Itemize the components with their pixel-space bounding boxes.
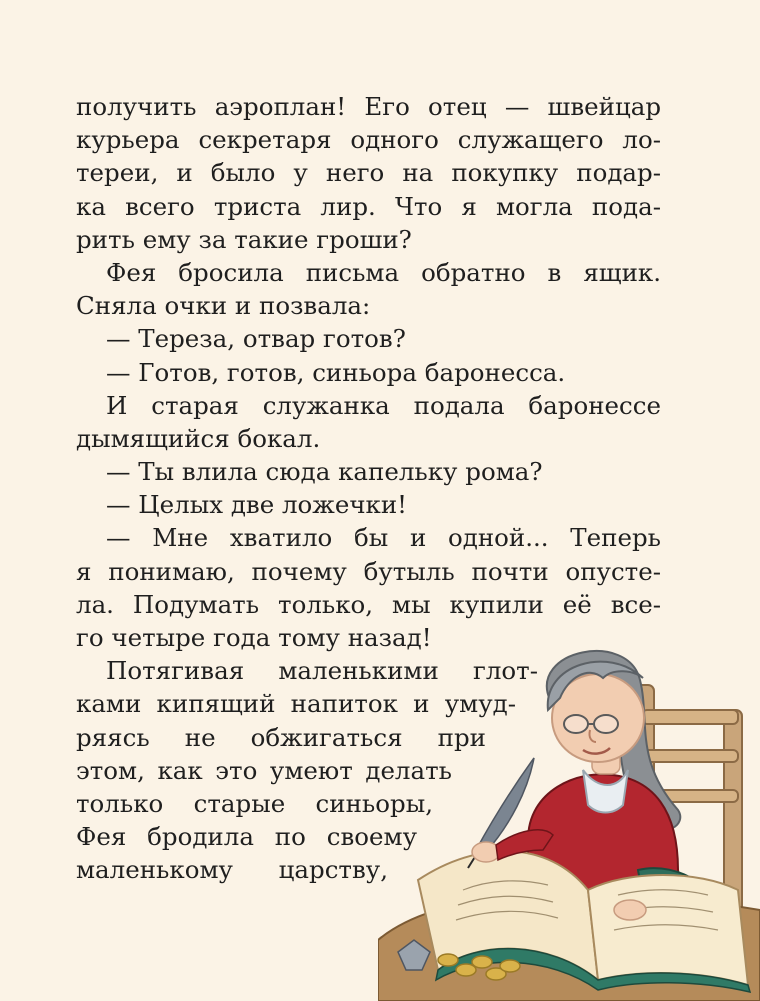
text-line: Сняла очки и позвала:: [76, 291, 371, 321]
text-line: я понимаю, почему бутыль почти опусте-: [76, 556, 661, 586]
text-line: ка всего триста лир. Что я могла пода-: [76, 191, 661, 221]
text-line: этом, как это умеют делать: [76, 755, 452, 785]
text-line: только старые синьоры,: [76, 788, 433, 818]
text-line: ками кипящий напиток и умуд-: [76, 689, 516, 719]
text-line: Фея бродила по своему: [76, 822, 417, 852]
text-line: тереи, и было у него на покупку подар-: [76, 158, 661, 188]
text-line: дымящийся бокал.: [76, 423, 321, 453]
text-line: Потягивая маленькими глот-: [106, 656, 538, 686]
text-line: — Готов, готов, синьора баронесса.: [106, 357, 566, 387]
text-line: ла. Подумать только, мы купили её все-: [76, 589, 661, 619]
old-lady-fairy-writing-illustration: [378, 640, 760, 1001]
text-line: получить аэроплан! Его отец — швейцар: [76, 92, 661, 121]
text-line: рить ему за такие гроши?: [76, 224, 412, 254]
text-line: — Целых две ложечки!: [106, 490, 408, 520]
text-line: маленькому царству,: [76, 855, 388, 885]
text-line: И старая служанка подала баронессе: [106, 390, 661, 420]
text-line: — Мне хватило бы и одной... Теперь: [106, 523, 661, 553]
text-line: — Ты влила сюда капельку рома?: [106, 457, 543, 487]
text-line: Фея бросила письма обратно в ящик.: [106, 257, 661, 287]
text-line: — Тереза, отвар готов?: [106, 324, 406, 354]
text-line: го четыре года тому назад!: [76, 623, 432, 652]
text-line: ряясь не обжигаться при: [76, 722, 486, 752]
text-line: курьера секретаря одного служащего ло-: [76, 125, 661, 155]
